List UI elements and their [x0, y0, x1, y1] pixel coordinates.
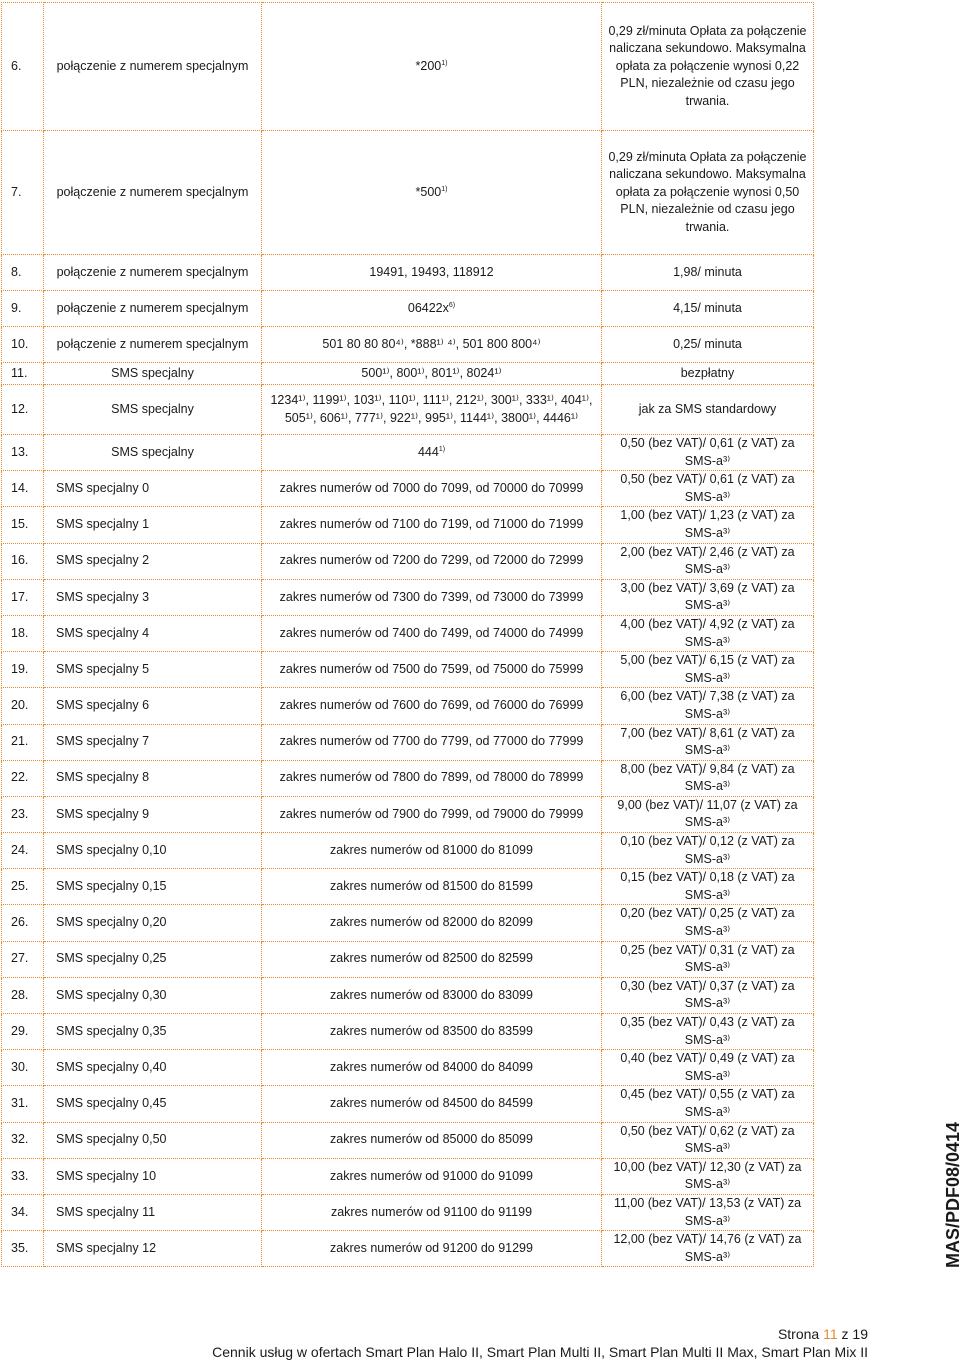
- table-row: [2, 543, 814, 579]
- row-number: 33.: [2, 1158, 44, 1194]
- table-row: [2, 471, 814, 507]
- price: jak za SMS standardowy: [602, 385, 814, 435]
- price: 10,00 (bez VAT)/ 12,30 (z VAT) za SMS-a³⁾: [602, 1158, 814, 1194]
- row-number: 21.: [2, 724, 44, 760]
- number-range: [262, 615, 602, 651]
- number-range: [262, 760, 602, 796]
- table-row: [2, 615, 814, 651]
- number-text: 501 80 80 80⁴⁾, *888¹⁾ ⁴⁾, 501 800 800⁴⁾: [322, 336, 541, 351]
- service-description: SMS specjalny 0,35: [44, 1014, 262, 1050]
- service-description: SMS specjalny 2: [44, 543, 262, 579]
- number-text: zakres numerów od 7000 do 7099, od 70000 do 70999: [279, 480, 584, 495]
- price: 0,30 (bez VAT)/ 0,37 (z VAT) za SMS-a³⁾: [602, 977, 814, 1013]
- number-text: zakres numerów od 7400 do 7499, od 74000 do 74999: [279, 625, 584, 640]
- table-row: [2, 977, 814, 1013]
- table-row: [2, 833, 814, 869]
- row-number: 22.: [2, 760, 44, 796]
- number-range: [262, 363, 602, 385]
- number-range: [262, 833, 602, 869]
- footnote-marker: 1): [441, 59, 448, 67]
- row-number: 8.: [2, 255, 44, 291]
- row-number: 14.: [2, 471, 44, 507]
- price: 0,45 (bez VAT)/ 0,55 (z VAT) za SMS-a³⁾: [602, 1086, 814, 1122]
- table-row: [2, 1122, 814, 1158]
- number-range: [262, 688, 602, 724]
- row-number: 9.: [2, 291, 44, 327]
- service-description: połączenie z numerem specjalnym: [44, 327, 262, 363]
- row-number: 27.: [2, 941, 44, 977]
- number-range: [262, 1050, 602, 1086]
- table-row: [2, 760, 814, 796]
- table-row: [2, 507, 814, 543]
- number-range: [262, 977, 602, 1013]
- number-text: zakres numerów od 81000 do 81099: [330, 842, 533, 857]
- table-row: [2, 291, 814, 327]
- row-number: 19.: [2, 652, 44, 688]
- number-range: [262, 543, 602, 579]
- price: 0,10 (bez VAT)/ 0,12 (z VAT) za SMS-a³⁾: [602, 833, 814, 869]
- page-number: [778, 1326, 868, 1342]
- table-row: [2, 724, 814, 760]
- table-row: [2, 941, 814, 977]
- document-code: MAS/PDF08/0414: [943, 1121, 963, 1268]
- service-description: SMS specjalny 0,20: [44, 905, 262, 941]
- number-range: [262, 796, 602, 832]
- price: 7,00 (bez VAT)/ 8,61 (z VAT) za SMS-a³⁾: [602, 724, 814, 760]
- number-range: [262, 255, 602, 291]
- price: 2,00 (bez VAT)/ 2,46 (z VAT) za SMS-a³⁾: [602, 543, 814, 579]
- service-description: SMS specjalny 0,40: [44, 1050, 262, 1086]
- price: 0,40 (bez VAT)/ 0,49 (z VAT) za SMS-a³⁾: [602, 1050, 814, 1086]
- number-text: zakres numerów od 83500 do 83599: [330, 1023, 533, 1038]
- table-row: [2, 1231, 814, 1267]
- number-text: zakres numerów od 7900 do 7999, od 79000 do 79999: [279, 806, 584, 821]
- row-number: 16.: [2, 543, 44, 579]
- service-description: SMS specjalny: [44, 363, 262, 385]
- row-number: 13.: [2, 435, 44, 471]
- price: 0,25 (bez VAT)/ 0,31 (z VAT) za SMS-a³⁾: [602, 941, 814, 977]
- table-row: [2, 688, 814, 724]
- row-number: 12.: [2, 385, 44, 435]
- price: 0,25/ minuta: [602, 327, 814, 363]
- row-number: 35.: [2, 1231, 44, 1267]
- service-description: połączenie z numerem specjalnym: [44, 131, 262, 255]
- number-text: zakres numerów od 91100 do 91199: [330, 1204, 533, 1219]
- number-range: [262, 1158, 602, 1194]
- service-description: SMS specjalny 0,30: [44, 977, 262, 1013]
- page-total: 19: [852, 1326, 868, 1342]
- number-text: zakres numerów od 91000 do 91099: [330, 1168, 533, 1183]
- number-range: [262, 1231, 602, 1267]
- row-number: 34.: [2, 1194, 44, 1230]
- service-description: SMS specjalny 6: [44, 688, 262, 724]
- number-text: zakres numerów od 7800 do 7899, od 78000 do 78999: [279, 770, 584, 785]
- price: 1,98/ minuta: [602, 255, 814, 291]
- number-text: zakres numerów od 85000 do 85099: [330, 1132, 533, 1147]
- table-row: [2, 385, 814, 435]
- price: 8,00 (bez VAT)/ 9,84 (z VAT) za SMS-a³⁾: [602, 760, 814, 796]
- service-description: SMS specjalny 10: [44, 1158, 262, 1194]
- price: bezpłatny: [602, 363, 814, 385]
- service-description: SMS specjalny 0,10: [44, 833, 262, 869]
- page-label: Strona: [777, 1326, 820, 1342]
- table-row: [2, 131, 814, 255]
- price: 1,00 (bez VAT)/ 1,23 (z VAT) za SMS-a³⁾: [602, 507, 814, 543]
- table-row: [2, 796, 814, 832]
- number-text: zakres numerów od 7600 do 7699, od 76000 do 76999: [279, 698, 584, 713]
- row-number: 10.: [2, 327, 44, 363]
- number-text: zakres numerów od 7300 do 7399, od 73000 do 73999: [279, 589, 584, 604]
- price: 5,00 (bez VAT)/ 6,15 (z VAT) za SMS-a³⁾: [602, 652, 814, 688]
- number-text: 444: [417, 444, 439, 459]
- number-range: [262, 724, 602, 760]
- number-range: [262, 435, 602, 471]
- number-range: [262, 1086, 602, 1122]
- service-description: SMS specjalny: [44, 385, 262, 435]
- row-number: 24.: [2, 833, 44, 869]
- service-description: SMS specjalny 0,15: [44, 869, 262, 905]
- table-row: [2, 363, 814, 385]
- price-table: [1, 2, 814, 1267]
- page-sep: z: [841, 1326, 849, 1342]
- table-row: [2, 869, 814, 905]
- row-number: 32.: [2, 1122, 44, 1158]
- number-text: 19491, 19493, 118912: [369, 264, 494, 279]
- table-row: [2, 255, 814, 291]
- footnote-marker: 1): [438, 445, 446, 453]
- service-description: połączenie z numerem specjalnym: [44, 291, 262, 327]
- number-range: [262, 507, 602, 543]
- number-text: zakres numerów od 7500 do 7599, od 75000 do 75999: [279, 661, 584, 676]
- service-description: połączenie z numerem specjalnym: [44, 3, 262, 131]
- table-row: [2, 1158, 814, 1194]
- number-text: 06422x: [407, 300, 449, 315]
- price: 6,00 (bez VAT)/ 7,38 (z VAT) za SMS-a³⁾: [602, 688, 814, 724]
- footer-text: Cennik usług w ofertach Smart Plan Halo II, Smart Plan Multi II, Smart Plan Multi II Max, Smart Plan Mix II: [212, 1344, 868, 1360]
- row-number: 28.: [2, 977, 44, 1013]
- table-row: [2, 1086, 814, 1122]
- table-row: [2, 327, 814, 363]
- price: 11,00 (bez VAT)/ 13,53 (z VAT) za SMS-a³⁾: [602, 1194, 814, 1230]
- service-description: SMS specjalny 0,25: [44, 941, 262, 977]
- row-number: 25.: [2, 869, 44, 905]
- price: 0,29 zł/minuta Opłata za połączenie naliczana sekundowo. Maksymalna opłata za połączenie wynosi 0,22 PLN, niezależnie od czasu jego trwania.: [602, 3, 814, 131]
- table-row: [2, 435, 814, 471]
- number-range: [262, 652, 602, 688]
- table-row: [2, 1194, 814, 1230]
- service-description: SMS specjalny 0: [44, 471, 262, 507]
- row-number: 29.: [2, 1014, 44, 1050]
- row-number: 11.: [2, 363, 44, 385]
- number-range: [262, 579, 602, 615]
- number-text: zakres numerów od 81500 do 81599: [330, 879, 533, 894]
- number-text: zakres numerów od 83000 do 83099: [330, 987, 533, 1002]
- footnote-marker: 6): [448, 301, 456, 309]
- service-description: SMS specjalny 5: [44, 652, 262, 688]
- number-range: [262, 291, 602, 327]
- number-range: [262, 1014, 602, 1050]
- row-number: 7.: [2, 131, 44, 255]
- service-description: SMS specjalny 0,50: [44, 1122, 262, 1158]
- table-row: [2, 1014, 814, 1050]
- service-description: SMS specjalny 11: [44, 1194, 262, 1230]
- price: 12,00 (bez VAT)/ 14,76 (z VAT) za SMS-a³⁾: [602, 1231, 814, 1267]
- table-row: [2, 1050, 814, 1086]
- service-description: SMS specjalny 8: [44, 760, 262, 796]
- table-row: [2, 3, 814, 131]
- number-range: [262, 1194, 602, 1230]
- service-description: SMS specjalny 7: [44, 724, 262, 760]
- price: 4,15/ minuta: [602, 291, 814, 327]
- row-number: 23.: [2, 796, 44, 832]
- row-number: 17.: [2, 579, 44, 615]
- number-text: zakres numerów od 7700 do 7799, od 77000 do 77999: [279, 734, 584, 749]
- number-range: [262, 471, 602, 507]
- table-row: [2, 652, 814, 688]
- price: 0,50 (bez VAT)/ 0,62 (z VAT) za SMS-a³⁾: [602, 1122, 814, 1158]
- table-row: [2, 905, 814, 941]
- service-description: SMS specjalny 4: [44, 615, 262, 651]
- service-description: SMS specjalny 9: [44, 796, 262, 832]
- number-range: [262, 327, 602, 363]
- number-text: zakres numerów od 84500 do 84599: [330, 1096, 533, 1111]
- price: 3,00 (bez VAT)/ 3,69 (z VAT) za SMS-a³⁾: [602, 579, 814, 615]
- price: 0,50 (bez VAT)/ 0,61 (z VAT) za SMS-a³⁾: [602, 435, 814, 471]
- price: 0,20 (bez VAT)/ 0,25 (z VAT) za SMS-a³⁾: [602, 905, 814, 941]
- row-number: 26.: [2, 905, 44, 941]
- row-number: 20.: [2, 688, 44, 724]
- row-number: 30.: [2, 1050, 44, 1086]
- price: 0,50 (bez VAT)/ 0,61 (z VAT) za SMS-a³⁾: [602, 471, 814, 507]
- number-text: 500¹⁾, 800¹⁾, 801¹⁾, 8024¹⁾: [361, 365, 502, 380]
- price: 0,35 (bez VAT)/ 0,43 (z VAT) za SMS-a³⁾: [602, 1014, 814, 1050]
- number-text: zakres numerów od 82000 do 82099: [330, 915, 533, 930]
- service-description: SMS specjalny 0,45: [44, 1086, 262, 1122]
- service-description: połączenie z numerem specjalnym: [44, 255, 262, 291]
- price: 0,29 zł/minuta Opłata za połączenie naliczana sekundowo. Maksymalna opłata za połączenie wynosi 0,50 PLN, niezależnie od czasu jego trwania.: [602, 131, 814, 255]
- number-text: zakres numerów od 82500 do 82599: [330, 951, 533, 966]
- price: 4,00 (bez VAT)/ 4,92 (z VAT) za SMS-a³⁾: [602, 615, 814, 651]
- number-text: zakres numerów od 7200 do 7299, od 72000 do 72999: [279, 553, 584, 568]
- service-description: SMS specjalny 3: [44, 579, 262, 615]
- number-text: zakres numerów od 84000 do 84099: [330, 1059, 533, 1074]
- service-description: SMS specjalny 12: [44, 1231, 262, 1267]
- row-number: 18.: [2, 615, 44, 651]
- number-text: zakres numerów od 91200 do 91299: [330, 1240, 533, 1255]
- number-range: [262, 385, 602, 435]
- row-number: 6.: [2, 3, 44, 131]
- number-text: *200: [415, 58, 442, 73]
- number-range: [262, 869, 602, 905]
- number-text: zakres numerów od 7100 do 7199, od 71000 do 71999: [279, 517, 584, 532]
- row-number: 15.: [2, 507, 44, 543]
- page-current: 11: [823, 1326, 838, 1342]
- number-text: *500: [415, 184, 442, 199]
- number-range: [262, 131, 602, 255]
- number-range: [262, 941, 602, 977]
- number-text: 1234¹⁾, 1199¹⁾, 103¹⁾, 110¹⁾, 111¹⁾, 212¹⁾, 300¹⁾, 333¹⁾, 404¹⁾, 505¹⁾, 606¹⁾, 777¹⁾, 922¹⁾, 995¹⁾, 1144¹⁾, 3800¹⁾, 4446¹⁾: [270, 392, 593, 425]
- price: 0,15 (bez VAT)/ 0,18 (z VAT) za SMS-a³⁾: [602, 869, 814, 905]
- price: 9,00 (bez VAT)/ 11,07 (z VAT) za SMS-a³⁾: [602, 796, 814, 832]
- number-range: [262, 905, 602, 941]
- row-number: 31.: [2, 1086, 44, 1122]
- number-range: [262, 1122, 602, 1158]
- service-description: SMS specjalny 1: [44, 507, 262, 543]
- footnote-marker: 1): [441, 185, 448, 193]
- number-range: [262, 3, 602, 131]
- service-description: SMS specjalny: [44, 435, 262, 471]
- table-row: [2, 579, 814, 615]
